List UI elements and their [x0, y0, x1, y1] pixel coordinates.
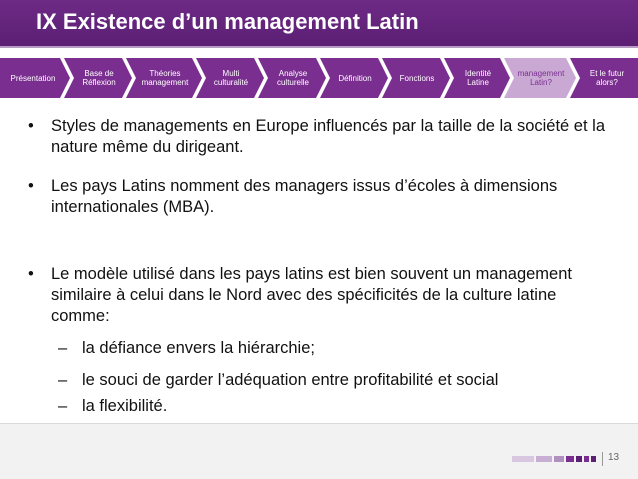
nav-item-identite-latine[interactable]: Identité Latine — [464, 69, 492, 87]
section-navigation — [0, 58, 638, 98]
sub-marker: – — [58, 339, 68, 357]
title-bar — [0, 0, 638, 46]
sub-marker: – — [58, 371, 68, 389]
page-number: 13 — [608, 452, 620, 463]
bullet-marker: • — [28, 177, 34, 195]
nav-item-futur[interactable]: Et le futur alors? — [589, 69, 625, 87]
bullet-text: Les pays Latins nomment des managers issus d’écoles à dimensions internationales (MBA). — [51, 177, 558, 216]
bullet-text: Styles de managements en Europe influencés par la taille de la société et la nature même du dirigeant. — [51, 117, 605, 156]
nav-item-fonctions[interactable]: Fonctions — [399, 73, 435, 83]
nav-item-presentation[interactable]: Présentation — [10, 73, 56, 83]
nav-item-analyse-culturelle[interactable]: Analyse culturelle — [276, 69, 309, 87]
sub-text: la flexibilité. — [82, 397, 168, 415]
nav-item-base-reflexion[interactable]: Base de Réflexion — [82, 69, 116, 87]
bullet-text: Le modèle utilisé dans les pays latins est bien souvent un management similaire à celui dans le Nord avec des spécificités de la culture latine comme: — [51, 265, 572, 325]
footer-decoration — [512, 455, 596, 463]
footer-separator — [602, 452, 603, 466]
nav-item-theories-management[interactable]: Théories management — [141, 69, 189, 87]
slide-title: IX Existence d’un management Latin — [36, 9, 419, 34]
title-divider — [0, 46, 638, 48]
bullet-marker: • — [28, 265, 34, 283]
sub-text: la défiance envers la hiérarchie; — [82, 339, 315, 357]
sub-text: le souci de garder l’adéquation entre profitabilité et social — [82, 371, 499, 389]
nav-item-definition[interactable]: Définition — [338, 73, 372, 83]
sub-marker: – — [58, 397, 68, 415]
nav-item-multiculturalite[interactable]: Multi culturalité — [213, 69, 249, 87]
nav-item-management-latin[interactable]: management Latin? — [517, 69, 565, 87]
bullet-marker: • — [28, 117, 34, 135]
footer-band — [0, 423, 638, 479]
